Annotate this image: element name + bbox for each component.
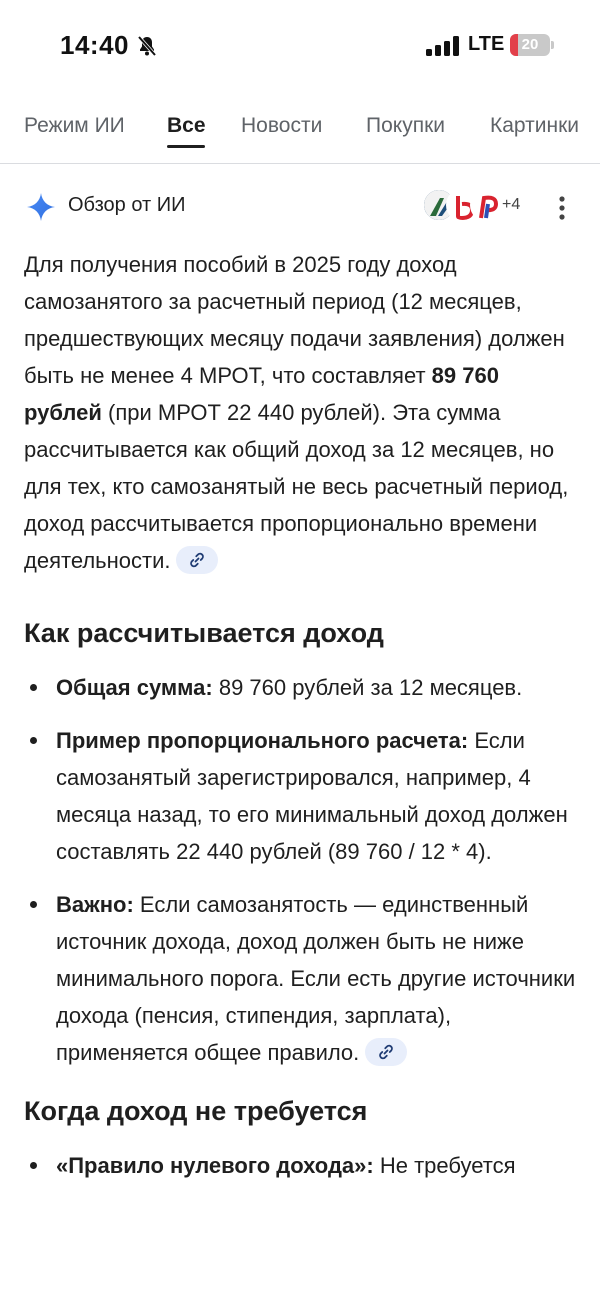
link-icon bbox=[377, 1043, 395, 1061]
signal-icon bbox=[426, 36, 460, 56]
list-item-text: Если самозанятый зарегистрировался, например, 4 месяца назад, то его минимальный доход должен составлять 22 440 рублей (89 760 / 12 * 4). bbox=[56, 728, 568, 864]
source-favicon-3-icon[interactable] bbox=[470, 188, 504, 222]
list-item-label: Важно: bbox=[56, 892, 134, 917]
list-item bbox=[24, 1147, 580, 1184]
intro-text-1: Для получения пособий в 2025 году доход самозанятого за расчетный период (12 месяцев, предшествующих месяцу подачи заявления) должен быть не менее 4 МРОТ, что составляет bbox=[24, 252, 565, 388]
list-item-text: 89 760 рублей за 12 месяцев. bbox=[212, 675, 523, 700]
source-link-chip[interactable] bbox=[365, 1038, 407, 1066]
list-item bbox=[24, 669, 580, 706]
sources-more-count[interactable]: +4 bbox=[502, 196, 521, 213]
link-icon bbox=[188, 551, 206, 569]
list-item-label: Пример пропорционального расчета: bbox=[56, 728, 469, 753]
list-item-label: Общая сумма: bbox=[56, 675, 213, 700]
income-calc-list bbox=[24, 669, 580, 1071]
source-link-chip[interactable] bbox=[176, 546, 218, 574]
tab-news[interactable]: Новости bbox=[241, 114, 323, 137]
search-tabs bbox=[0, 100, 600, 164]
more-options-icon[interactable] bbox=[552, 194, 572, 222]
network-type: LTE bbox=[468, 33, 505, 55]
ai-overview-content bbox=[24, 246, 580, 1200]
section-heading-no-income: Когда доход не требуется bbox=[24, 1096, 368, 1126]
tab-all[interactable]: Все bbox=[167, 114, 206, 137]
intro-paragraph bbox=[24, 246, 580, 579]
active-tab-indicator bbox=[167, 145, 205, 148]
section-heading-income-calc: Как рассчитывается доход bbox=[24, 618, 384, 648]
list-item bbox=[24, 722, 580, 870]
list-item bbox=[24, 886, 580, 1071]
battery-level: 20 bbox=[521, 36, 539, 53]
tab-shopping[interactable]: Покупки bbox=[366, 114, 445, 137]
no-income-list bbox=[24, 1147, 580, 1184]
tab-ai-mode[interactable]: Режим ИИ bbox=[24, 114, 125, 137]
intro-highlight: 89 760 рублей bbox=[24, 363, 499, 425]
status-time: 14:40 bbox=[60, 30, 129, 60]
tab-images[interactable]: Картинки bbox=[490, 114, 579, 137]
list-item-label: «Правило нулевого дохода»: bbox=[56, 1153, 374, 1178]
list-item-text: Если самозанятость — единственный источник дохода, доход должен быть не ниже минимального порога. Если есть другие источники дохода (пенсия, стипендия, зарплата), применяется общее правило. bbox=[56, 892, 576, 1065]
bell-off-icon bbox=[135, 34, 159, 58]
list-item-text: Не требуется bbox=[373, 1153, 516, 1178]
ai-sparkle-icon bbox=[26, 192, 56, 222]
intro-text-2: (при МРОТ 22 440 рублей). Эта сумма рассчитывается как общий доход за 12 месяцев, но для тех, кто самозанятый не весь расчетный период, доход рассчитывается пропорционально времени деятельности. bbox=[24, 400, 569, 573]
ai-overview-header bbox=[24, 188, 584, 228]
ai-overview-title: Обзор от ИИ bbox=[68, 194, 186, 216]
status-bar bbox=[0, 0, 600, 90]
battery-icon bbox=[510, 34, 554, 56]
